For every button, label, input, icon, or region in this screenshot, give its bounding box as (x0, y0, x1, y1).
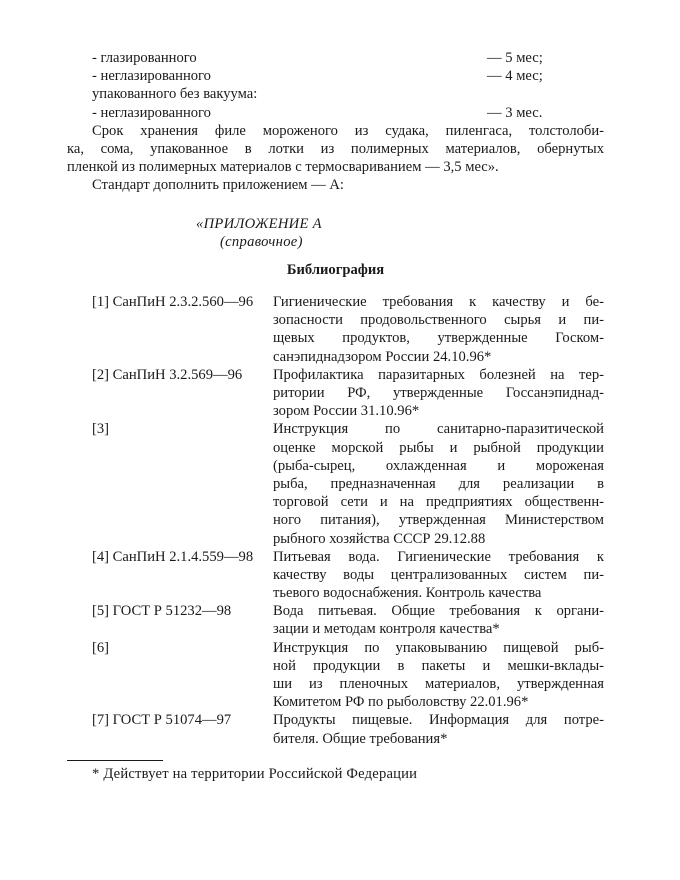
bibliography-line: (рыба-сырец, охлажденная и мороженая (273, 457, 604, 474)
bibliography-line: Питьевая вода. Гигиенические требования к (273, 548, 604, 565)
document-page (67, 49, 604, 748)
bibliography-line: качеству воды централизованных систем пи- (273, 566, 604, 583)
bibliography-entry (67, 602, 604, 638)
supplement-line: Стандарт дополнить приложением — А: (92, 177, 344, 194)
bibliography-line: ной продукции в пакеты и мешки-вклады- (273, 657, 604, 674)
bibliography-key: [5] ГОСТ Р 51232—98 (92, 603, 232, 620)
bibliography-description (273, 639, 604, 712)
item-label: - неглазированного (92, 104, 211, 121)
bibliography-key: [1] СанПиН 2.3.2.560—96 (92, 294, 254, 311)
bibliography-line: санэпиднадзором России 24.10.96* (273, 348, 492, 365)
paragraph-line: пленкой из полимерных материалов с термосвариванием — 3,5 мес». (67, 159, 499, 176)
appendix-title: «ПРИЛОЖЕНИЕ А (196, 215, 322, 232)
list-item (67, 67, 604, 85)
bibliography-key: [7] ГОСТ Р 51074—97 (92, 712, 232, 729)
item-value: — 4 мес; (487, 68, 543, 85)
vacuum-heading: упакованного без вакуума: (92, 86, 258, 103)
bibliography-line: рыба, предназначенная для реализации в (273, 475, 604, 492)
bibliography-line: торговой сети и на предприятиях общественн- (273, 494, 604, 511)
bibliography-description (273, 293, 604, 366)
bibliography-line: Профилактика паразитарных болезней на тер- (273, 366, 604, 383)
bibliography-line: Вода питьевая. Общие требования к органи- (273, 603, 604, 620)
bibliography-line: ного питания), утвержденная Министерством (273, 512, 604, 529)
bibliography-line: Продукты пищевые. Информация для потре- (273, 712, 604, 729)
bibliography-description (273, 366, 604, 421)
bibliography-entry (67, 639, 604, 712)
bibliography-key: [3] (92, 421, 110, 438)
bibliography-line: зором России 31.10.96* (273, 403, 420, 420)
bibliography-line: Инструкция по санитарно-паразитической (273, 421, 604, 438)
bibliography-key: [6] (92, 639, 110, 656)
appendix-subtitle: (справочное) (220, 233, 303, 250)
item-value: — 5 мес; (487, 50, 543, 66)
bibliography-entry (67, 420, 604, 547)
bibliography-key: [4] СанПиН 2.1.4.559—98 (92, 548, 254, 565)
bibliography-line: ритории РФ, утвержденные Госсанэпиднад- (273, 385, 604, 402)
bibliography-description (273, 548, 604, 603)
bibliography-description (273, 711, 604, 747)
bibliography-line: зопасности продовольственного сырья и пи- (273, 312, 604, 329)
bibliography-line: Комитетом РФ по рыболовству 22.01.96* (273, 694, 529, 711)
item-value: — 3 мес. (487, 104, 543, 121)
bibliography-line: рыбного хозяйства СССР 29.12.88 (273, 530, 486, 547)
bibliography-line: тьевого водоснабжения. Контроль качества (273, 585, 542, 602)
bibliography-entry (67, 293, 604, 366)
bibliography-line: Инструкция по упаковыванию пищевой рыб- (273, 639, 604, 656)
paragraph-line: Срок хранения филе мороженого из судака, пиленгаса, толстолоби- (92, 122, 604, 139)
list-item (67, 49, 604, 67)
bibliography-list (67, 293, 604, 748)
paragraph-line: ка, сома, упакованное в лотки из полимерных материалов, обернутых (67, 140, 604, 157)
item-label: - неглазированного (92, 68, 211, 85)
bibliography-description (273, 602, 604, 638)
list-item (67, 104, 604, 122)
bibliography-description (273, 420, 604, 547)
bibliography-entry (67, 366, 604, 421)
bibliography-heading: Библиография (286, 261, 385, 278)
bibliography-line: ши из пленочных материалов, утвержденная (273, 676, 604, 693)
bibliography-entry (67, 548, 604, 603)
bibliography-line: Гигиенические требования к качеству и бе- (273, 294, 604, 311)
bibliography-line: зации и методам контроля качества* (273, 621, 500, 638)
bibliography-entry (67, 711, 604, 747)
footnote-rule (67, 760, 163, 761)
bibliography-line: бителя. Общие требования* (273, 730, 448, 747)
item-label: - глазированного (92, 50, 197, 66)
bibliography-line: щевых продуктов, утвержденные Госком- (273, 330, 604, 347)
bibliography-line: оценке морской рыбы и рыбной продукции (273, 439, 604, 456)
bibliography-key: [2] СанПиН 3.2.569—96 (92, 366, 243, 383)
footnote: * Действует на территории Российской Федерации (92, 766, 418, 782)
